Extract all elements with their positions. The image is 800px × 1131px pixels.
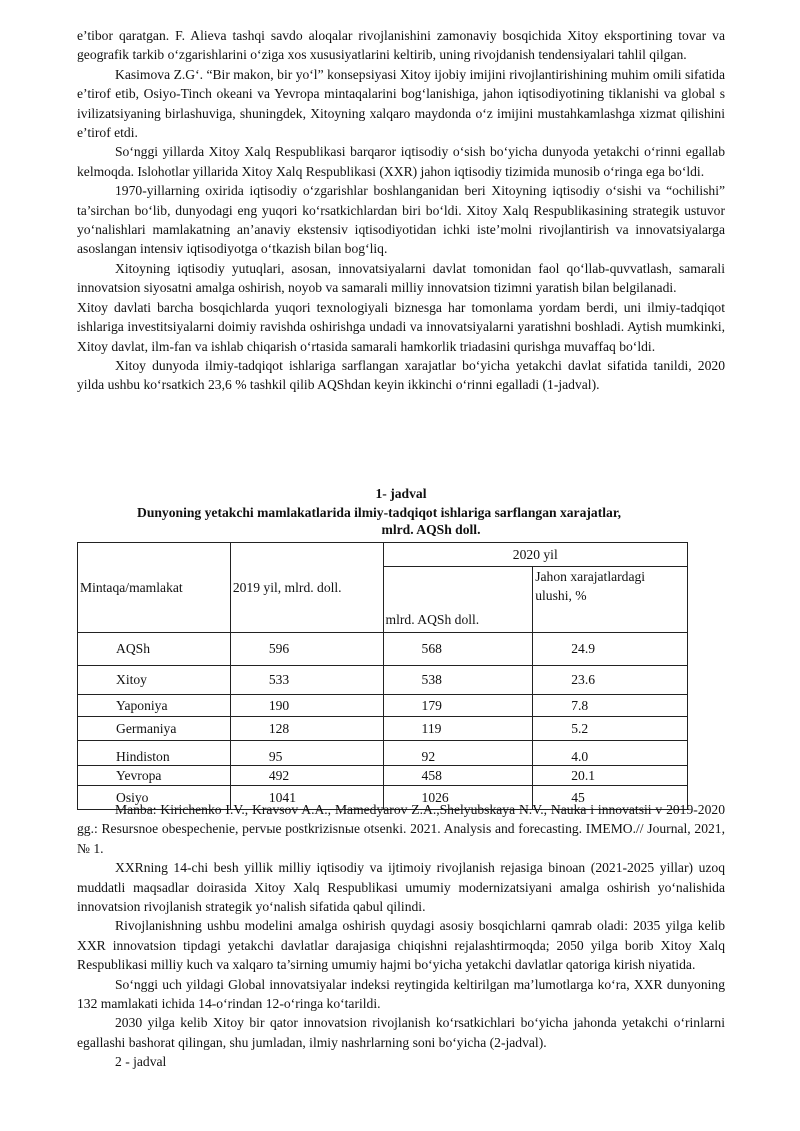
table-row bbox=[78, 695, 688, 717]
cell-2020: 1026 bbox=[383, 786, 533, 810]
cell-2019: 1041 bbox=[230, 786, 383, 810]
table-row bbox=[78, 741, 688, 766]
cell-2020: 458 bbox=[383, 766, 533, 786]
header-mlrd: mlrd. AQSh doll. bbox=[383, 567, 533, 633]
header-2019: 2019 yil, mlrd. doll. bbox=[230, 543, 383, 633]
cell-region: Xitoy bbox=[78, 666, 231, 695]
cell-2020: 119 bbox=[383, 717, 533, 741]
paragraph: Kasimova Z.G‘. “Bir makon, bir yo‘l” konsepsiyasi Xitoy ijobiy imijini rivojlantirishining muhim omili sifatida e’tirof etib, Osiyo-Tinch okeani va Yevropa mintaqalarini bog‘lanishiga, jahon iqtisodiyotining tiklanishi va global s ivilizatsiyaning birlashuviga, shuningdek, Xitoyning xalqaro maydonda o‘z imijini mustahkamlashga xizmat qilishini e’tirof etdi. bbox=[77, 66, 725, 141]
cell-share: 24.9 bbox=[533, 633, 688, 666]
body-text-top bbox=[77, 26, 725, 395]
paragraph: 1970-yillarning oxirida iqtisodiy o‘zgarishlar boshlanganidan beri Xitoyning iqtisodiy o‘sishi va “ochilishi” ta’sirchan bo‘lib, dunyodagi eng yuqori ko‘rsatkichlardan biri bo‘ldi. Xitoy Xalq Respublikasining strategik ustuvor yo‘nalishlari mamlakatning an’anaviy ekstensiv iqtisodiyotidan ichki iste’molni rivojlantirish va innovatsiyalarga asoslangan intensiv iqtisodiyotga o‘tkazish bilan bog‘liq. bbox=[77, 183, 725, 257]
cell-region: AQSh bbox=[78, 633, 231, 666]
table-caption bbox=[77, 485, 725, 538]
cell-2020: 179 bbox=[383, 695, 533, 717]
table-label: 1- jadval bbox=[375, 486, 427, 501]
table2-label: 2 - jadval bbox=[115, 1054, 167, 1070]
cell-2020: 568 bbox=[383, 633, 533, 666]
paragraph: Rivojlanishning ushbu modelini amalga oshirish quydagi asosiy bosqichlarni qamrab oladi: 2035 yilga kelib XXR innovatsion tipdagi yetakchi davlatlar darajasiga chiqishni rejalashtirmoqda; 2050 yilga borib Xitoy Xalq Respublikasi milliy kuch va xalqaro ta’sirning umumiy hajmi bo‘yicha yetakchi davlatlar qatoriga kirish niyatida. bbox=[77, 918, 725, 973]
paragraph: Xitoyning iqtisodiy yutuqlari, asosan, innovatsiyalarni davlat tomonidan faol qo‘llab-quvvatlash, samarali innovatsion siyosatni amalga oshirish, noyob va samarali milliy innovatsion tizimni yaratish bilan belgilanadi. bbox=[77, 260, 725, 296]
paragraph: e’tibor qaratgan. F. Alieva tashqi savdo aloqalar rivojlanishini zamonaviy bosqichida Xitoy eksportining tovar va geografik tarkib o‘zgarishlarini o‘ziga xos xususiyatlarini keltirib, uning rivojdanish tendensiyalari tahlil qilgan. bbox=[77, 28, 725, 63]
cell-region: Yaponiya bbox=[78, 695, 231, 717]
header-2020: 2020 yil bbox=[383, 543, 687, 567]
table-row bbox=[78, 766, 688, 786]
paragraph: XXRning 14-chi besh yillik milliy iqtisodiy va ijtimoiy rivojlanish rejasiga binoan (2021-2025 yillar) uzoq muddatli maqsadlar doirasida Xitoy Xalq Respublikasi umumiy modernizatsiyani amalga oshirish yo‘nalishida innovatsion rivojlanish strategik yo‘nalish sifatida qabul qilindi. bbox=[77, 860, 725, 915]
cell-2019: 492 bbox=[230, 766, 383, 786]
cell-share: 7.8 bbox=[533, 695, 688, 717]
cell-share: 45 bbox=[533, 786, 688, 810]
table-row bbox=[78, 633, 688, 666]
cell-share: 5.2 bbox=[533, 717, 688, 741]
table-row bbox=[78, 717, 688, 741]
cell-2019: 128 bbox=[230, 717, 383, 741]
paragraph: So‘nggi yillarda Xitoy Xalq Respublikasi barqaror iqtisodiy o‘sish bo‘yicha dunyoda yetakchi o‘rinni egallab kelmoqda. Islohotlar yillarida Xitoy Xalq Respublikasi (XXR) jahon iqtisodiy tizimida munosib o‘ringa ega bo‘ldi. bbox=[77, 144, 725, 179]
cell-share: 20.1 bbox=[533, 766, 688, 786]
table-row bbox=[78, 666, 688, 695]
header-share: Jahon xarajatlardagi ulushi, % bbox=[533, 567, 688, 633]
header-region: Mintaqa/mamlakat bbox=[78, 543, 231, 633]
cell-2019: 596 bbox=[230, 633, 383, 666]
cell-region: Osiyo bbox=[78, 786, 231, 810]
paragraph: Xitoy davlati barcha bosqichlarda yuqori texnologiyali biznesga har tomonlama yordam berdi, uni ilmiy-tadqiqot ishlariga investitsiyalarni doimiy ravishda oshirishga undadi va innovatsiyalarni yaratishni boshladi. Aytish mumkinki, Xitoy davlat, ilm-fan va ishlab chiqarish o‘rtasida samarali hamkorlik triadasini qurishga muvaffaq bo‘ldi. bbox=[77, 299, 725, 354]
cell-share: 23.6 bbox=[533, 666, 688, 695]
cell-region: Hindiston bbox=[78, 741, 231, 766]
table-title: Dunyoning yetakchi mamlakatlarida ilmiy-tadqiqot ishlariga sarflangan xarajatlar, bbox=[137, 505, 621, 520]
cell-2020: 92 bbox=[383, 741, 533, 766]
table-source: Manba: Kirichenko I.V., Kravsov A.A., Mamedyarov Z.A.,Shelyubskaya N.V., Nauka i innovatsii v 2019-2020 gg.: Resursnoe obespechenie, реrvые роstkrizisnые оtsenki. 2021. Analysis and forecasting. IMEMO.// Journal, 2021, № 1. bbox=[77, 802, 725, 856]
paragraph: So‘nggi uch yildagi Global innovatsiyalar indeksi reytingida keltirilgan ma’lumotlarga ko‘ra, XXR dunyoning 132 mamlakati ichida 14-o‘rindan 12-o‘ringa ko‘tarildi. bbox=[77, 976, 725, 1012]
cell-2020: 538 bbox=[383, 666, 533, 695]
cell-2019: 533 bbox=[230, 666, 383, 695]
cell-share: 4.0 bbox=[533, 741, 688, 766]
cell-region: Germaniya bbox=[78, 717, 231, 741]
table-title-unit: mlrd. AQSh doll. bbox=[381, 522, 481, 537]
cell-2019: 95 bbox=[230, 741, 383, 766]
paragraph: Xitoy dunyoda ilmiy-tadqiqot ishlariga sarflangan xarajatlar bo‘yicha yetakchi davlat sifatida tanildi, 2020 yilda ushbu ko‘rsatkich 23,6 % tashkil qilib AQShdan keyin ikkinchi o‘rinni egalladi (1-jadval). bbox=[77, 357, 725, 393]
paragraph: 2030 yilga kelib Xitoy bir qator innovatsion rivojlanish ko‘rsatkichlari bo‘yicha jahonda yetakchi o‘rinlarni egallashi bashorat qilingan, shu jumladan, ilmiy nashrlarning soni bo‘yicha (2-jadval). bbox=[77, 1015, 725, 1050]
cell-2019: 190 bbox=[230, 695, 383, 717]
body-text-bottom bbox=[77, 800, 725, 1072]
cell-region: Yevropa bbox=[78, 766, 231, 786]
rnd-expenditure-table bbox=[77, 542, 688, 810]
